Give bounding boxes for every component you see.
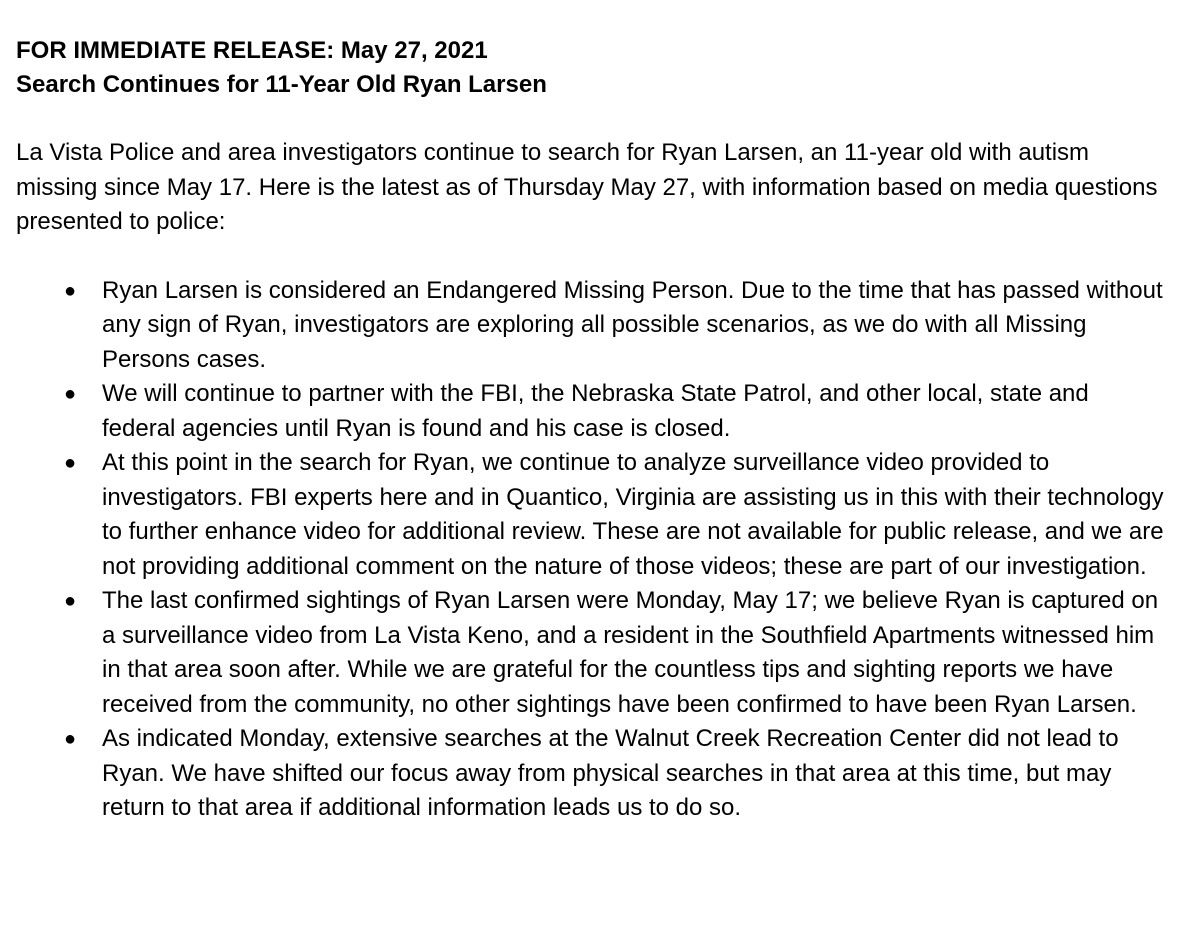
bullet-icon: ● [63, 383, 77, 405]
bullet-icon: ● [63, 728, 77, 750]
press-release-title: Search Continues for 11-Year Old Ryan Larsen [16, 71, 547, 98]
list-item [16, 377, 1168, 446]
list-item-text: As indicated Monday, extensive searches at the Walnut Creek Recreation Center did not lead to Ryan. We have shifted our focus away from physical searches in that area at this time, but may return to that area if additional information leads us to do so. [102, 725, 1119, 821]
list-item-text: Ryan Larsen is considered an Endangered Missing Person. Due to the time that has passed without any sign of Ryan, investigators are exploring all possible scenarios, as we do with all Missing Persons cases. [102, 276, 1163, 373]
list-item [16, 446, 1168, 584]
intro-paragraph: La Vista Police and area investigators continue to search for Ryan Larsen, an 11-year old with autism missing since May 17. Here is the latest as of Thursday May 27, with information based on media questions presented to police: [16, 139, 1158, 235]
bullet-icon: ● [63, 452, 77, 474]
list-item [16, 274, 1168, 378]
list-item [16, 584, 1168, 722]
list-item-text: At this point in the search for Ryan, we continue to analyze surveillance video provided to investigators. FBI experts here and in Quantico, Virginia are assisting us in this with their technology to further enhance video for additional review. These are not available for public release, and we are not providing additional comment on the nature of those videos; these are part of our investigation. [102, 449, 1164, 580]
bullet-icon: ● [63, 279, 77, 302]
list-item-text: We will continue to partner with the FBI, the Nebraska State Patrol, and other local, state and federal agencies until Ryan is found and his case is closed. [102, 380, 1089, 442]
bullet-icon: ● [63, 590, 77, 612]
release-date-line: FOR IMMEDIATE RELEASE: May 27, 2021 [16, 37, 488, 64]
update-bullet-list [16, 274, 1168, 826]
list-item [16, 722, 1168, 826]
list-item-text: The last confirmed sightings of Ryan Larsen were Monday, May 17; we believe Ryan is captured on a surveillance video from La Vista Keno, and a resident in the Southfield Apartments witnessed him in that area soon after. While we are grateful for the countless tips and sighting reports we have received from the community, no other sightings have been confirmed to have been Ryan Larsen. [102, 587, 1159, 718]
